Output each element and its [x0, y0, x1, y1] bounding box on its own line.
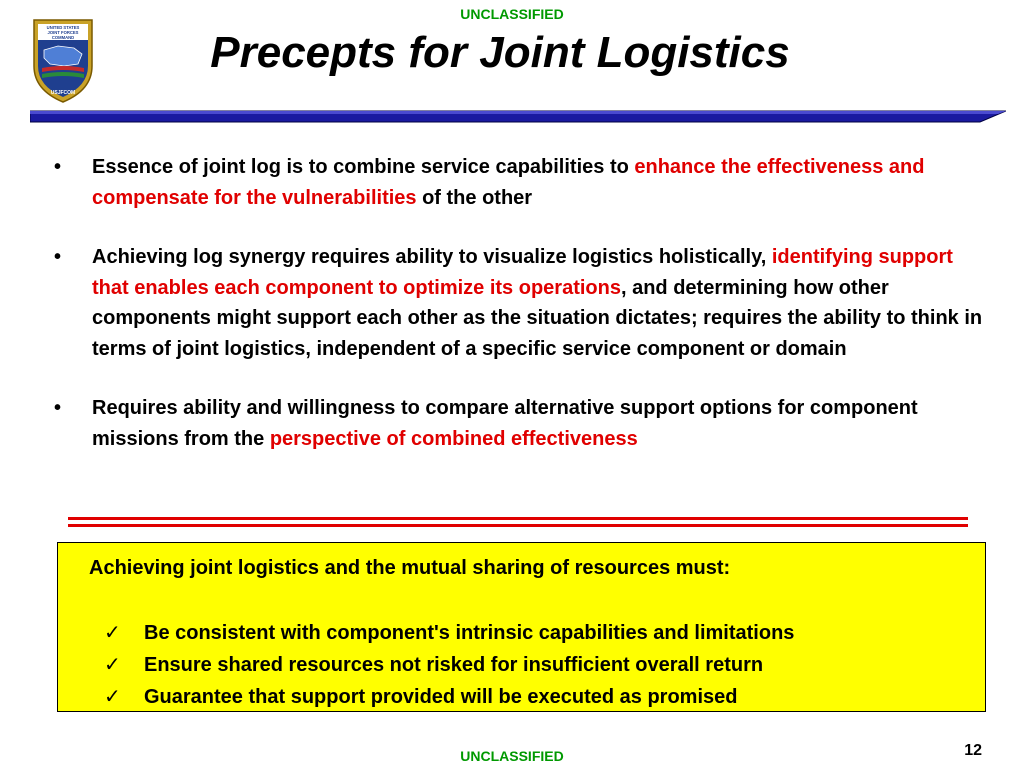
box-heading: Achieving joint logistics and the mutual sharing of resources must: — [89, 557, 731, 579]
checklist-text: Be consistent with component's intrinsic capabilities and limitations — [144, 622, 795, 644]
bullet-item — [52, 152, 992, 213]
highlight-box — [57, 542, 986, 712]
bullet-item — [52, 242, 992, 364]
bullet-text: Requires ability and willingness to compare alternative support options for component missions from the — [92, 397, 918, 450]
bullet-emphasis: perspective of combined effectiveness — [269, 427, 638, 450]
bullet-text: Essence of joint log is to combine service capabilities to — [92, 156, 635, 178]
bullet-emphasis: enhance the effectiveness and compensate for the vulnerabilities — [92, 156, 925, 209]
bullet-text: , and determining how other components might support each other as the situation dictates; requires the ability to think in terms of joint logistics, independent of a specific service component or domain — [92, 276, 983, 360]
bullet-text: of the other — [416, 186, 533, 209]
checklist — [104, 617, 794, 713]
svg-text:COMMAND: COMMAND — [51, 35, 75, 40]
checklist-item — [104, 617, 794, 649]
checklist-text: Guarantee that support provided will be executed as promised — [144, 686, 738, 708]
bullet-glyph: • — [54, 397, 62, 419]
classification-bottom: UNCLASSIFIED — [460, 748, 564, 764]
bullet-text: Achieving log synergy requires ability to visualize logistics holistically, — [92, 246, 772, 268]
double-red-divider — [68, 517, 968, 527]
bullet-item — [52, 393, 992, 454]
svg-text:JOINT FORCES: JOINT FORCES — [47, 30, 79, 35]
classification-top: UNCLASSIFIED — [460, 6, 564, 22]
bullet-list — [52, 152, 992, 483]
page-number: 12 — [964, 742, 982, 759]
page-title: Precepts for Joint Logistics — [210, 28, 790, 77]
checkmark-icon: ✓ — [104, 684, 121, 708]
checklist-text: Ensure shared resources not risked for insufficient overall return — [144, 654, 764, 676]
bullet-glyph: • — [54, 246, 62, 268]
checkmark-icon: ✓ — [104, 652, 121, 676]
bullet-glyph: • — [54, 156, 62, 178]
checklist-item — [104, 681, 794, 713]
svg-text:UNITED STATES: UNITED STATES — [46, 25, 80, 30]
svg-text:USJFCOM: USJFCOM — [50, 90, 76, 96]
bullet-emphasis: identifying support that enables each component to optimize its operations — [92, 246, 953, 299]
checklist-item — [104, 649, 794, 681]
title-underline-bar — [30, 109, 1006, 123]
checkmark-icon: ✓ — [104, 620, 121, 644]
